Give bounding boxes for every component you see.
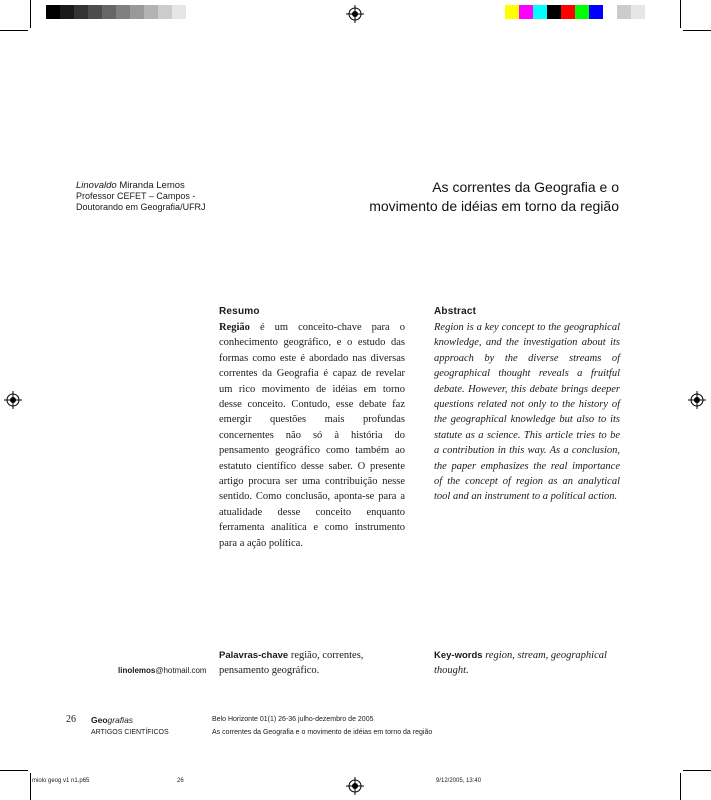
article-title-line-1: As correntes da Geografia e o [432,179,619,195]
gray-swatch-2 [74,5,88,19]
color-swatch-7 [603,5,617,19]
author-email[interactable] [118,666,207,675]
gray-swatch-8 [158,5,172,19]
slug-page: 26 [177,778,184,784]
author-last-name: Miranda Lemos [119,180,185,191]
palavras-chave [219,648,405,679]
journal-name-italic: grafias [107,715,134,725]
crop-mark-bottom-left-h [0,770,28,771]
color-swatch-1 [519,5,533,19]
article-title [369,178,619,216]
color-swatch-3 [547,5,561,19]
slug-file: miolo geog v1 n1.p65 [32,778,90,784]
journal-name-bold: Geo [91,715,108,725]
gray-swatch-bar [46,5,186,19]
running-title: As correntes da Geografia e o movimento de idéias em torno da região [212,729,433,736]
page-number: 26 [66,714,76,725]
gray-swatch-5 [116,5,130,19]
author-first-name: Linovaldo [76,180,117,191]
crop-mark-top-left-v [30,0,31,28]
gray-swatch-4 [102,5,116,19]
gray-swatch-0 [46,5,60,19]
resumo-text: é um conceito-chave para o conhecimento geográfico, e o estudo das formas como este é abordado nas diversas correntes da Geografia é capaz de revelar um rico movimento de idéias em torno desse conceito. Contudo, esse debate faz emergir questões mais profundas concernentes não só à história do pensamento geográfico como também ao estatuto científico desse saber. O presente artigo procura ser uma contribuição nesse sentido. Como conclusão, aponta-se para a atualidade desse conceito enquanto ferramenta analítica e como instrumento para a ação política. [219,322,405,549]
color-swatch-4 [561,5,575,19]
crop-mark-top-right-v [680,0,681,28]
color-swatch-8 [617,5,631,19]
crop-mark-top-right-h [683,30,711,31]
author-block [76,180,206,213]
color-swatch-5 [575,5,589,19]
resumo-heading: Resumo [219,306,260,317]
journal-name [91,715,133,725]
key-words-label: Key-words [434,650,483,661]
author-email-domain: @hotmail.com [155,666,207,675]
gray-swatch-6 [130,5,144,19]
registration-mark-bottom-icon [346,777,364,795]
abstract-body [434,320,620,505]
color-swatch-0 [505,5,519,19]
citation: Belo Horizonte 01(1) 26-36 julho-dezembro de 2005 [212,716,374,723]
color-swatch-bar [505,5,645,19]
registration-mark-top-icon [346,5,364,23]
abstract-heading: Abstract [434,306,477,317]
gray-swatch-9 [172,5,186,19]
key-words [434,648,624,679]
article-title-line-2: movimento de idéias em torno da região [369,198,619,214]
crop-mark-bottom-right-v [680,773,681,800]
author-email-user: linolemos [118,666,156,675]
author-degree: Doutorando em Geografia/UFRJ [76,202,206,212]
registration-mark-left-icon [4,391,22,409]
resumo-first-word: Região [219,322,250,333]
palavras-chave-values: região, correntes, pensamento geográfico. [219,650,364,677]
gray-swatch-7 [144,5,158,19]
author-role: Professor CEFET – Campos - [76,191,196,201]
key-words-values: region, stream, geographical thought. [434,650,607,677]
gray-swatch-3 [88,5,102,19]
crop-mark-top-left-h [0,30,28,31]
abstract-text: Region is a key concept to the geographical knowledge, and the investigation about its approach by the diverse streams of geographical thought reveals a fruitful debate. However, this debate brings deeper questions related not only to the history of the geographical knowledge but also to its statute as a science. This article tries to be a contribution in this way. As a conclusion, the paper emphasizes the real importance of the concept of region as an analytical tool and an instrument to a political action. [434,322,620,503]
gray-swatch-1 [60,5,74,19]
section-label: ARTIGOS CIENTÍFICOS [91,729,169,736]
color-swatch-2 [533,5,547,19]
registration-mark-right-icon [688,391,706,409]
color-swatch-9 [631,5,645,19]
author-name [76,180,206,191]
resumo-body [219,320,405,551]
crop-mark-bottom-left-v [30,773,31,800]
color-swatch-6 [589,5,603,19]
palavras-chave-label: Palavras-chave [219,650,289,661]
crop-mark-bottom-right-h [683,770,711,771]
slug-date: 9/12/2005, 13:40 [436,778,482,784]
